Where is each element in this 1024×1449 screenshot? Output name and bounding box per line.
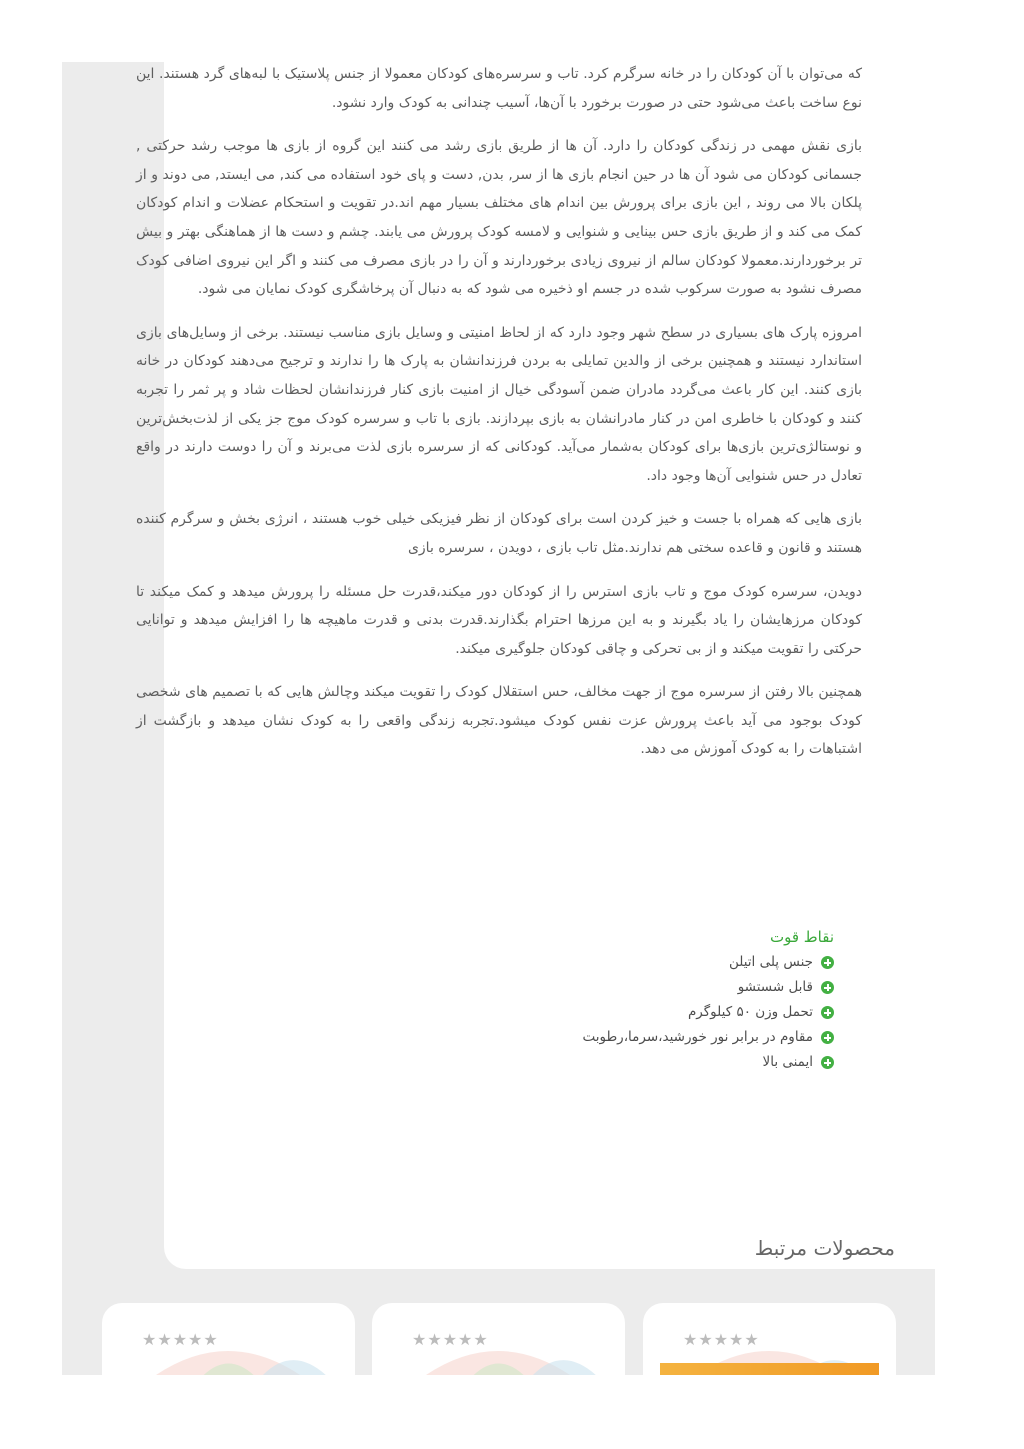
- related-products-title: محصولات مرتبط: [754, 1236, 895, 1260]
- plus-circle-icon: [821, 956, 834, 969]
- strength-item: [540, 975, 834, 1000]
- strength-label: مقاوم در برابر نور خورشید،سرما،رطوبت: [582, 1029, 813, 1045]
- strength-item: [540, 950, 834, 975]
- related-product-card[interactable]: [372, 1303, 625, 1375]
- product-description: [136, 60, 862, 779]
- plus-circle-icon: [821, 1056, 834, 1069]
- plus-circle-icon: [821, 981, 834, 994]
- strengths-list: [540, 950, 834, 1075]
- description-paragraph: که می‌توان با آن کودکان را در خانه سرگرم کرد. تاب و سرسره‌های کودکان معمولا از جنس پلاستیک با لبه‌های گرد هستند. این نوع ساخت باعث می‌شود حتی در صورت برخورد با آن‌ها، آسیب چندانی به کودک وارد نشود.: [136, 66, 862, 111]
- strength-label: جنس پلی اتیلن: [728, 954, 813, 970]
- plus-circle-icon: [821, 1031, 834, 1044]
- related-product-card[interactable]: [102, 1303, 355, 1375]
- star-rating: ★★★★★: [400, 1327, 501, 1351]
- strength-item: [540, 1000, 834, 1025]
- description-paragraph: بازی نقش مهمی در زندگی کودکان را دارد. آن ها از طریق بازی رشد می کنند این گروه از بازی ها موجب رشد حرکتی , جسمانی کودکان می شود آن ها در حین انجام بازی ها از سر, بدن, دست و پای خود استفاده می کند, می ایستد, می دوند و از پلکان بالا می روند , این بازی برای پرورش بین اندام های مختلف بسیار مهم اند.در تقویت و استحکام عضلات و اندام کودکان کمک می کند و از طریق بازی حس بینایی و شنوایی و لامسه کودک پرورش می یابند. چشم و دست ها از هماهنگی بهتر و بیش تر برخوردارند.معمولا کودکان سالم از نیروی زیادی برخوردارند و آن را در بازی مصرف می کنند و اگر این نیروی اضافی کودک مصرف نشود به صورت سرکوب شده در جسم او ذخیره می شود که به دنبال آن پرخاشگری کودک نمایان می شود.: [136, 138, 862, 298]
- star-rating: ★★★★★: [130, 1327, 231, 1351]
- strengths-title: نقاط قوت: [769, 928, 834, 946]
- strengths-section: [540, 928, 834, 1075]
- product-highlight-bar: [660, 1363, 879, 1375]
- strength-label: ایمنی بالا: [762, 1054, 813, 1070]
- description-paragraph: بازی هایی که همراه با جست و خیز کردن است برای کودکان از نظر فیزیکی خیلی خوب هستند ، انرژی بخش و سرگرم کننده هستند و قانون و قاعده سختی هم ندارند.مثل تاب بازی ، دویدن ، سرسره بازی: [136, 511, 862, 556]
- strength-item: [540, 1050, 834, 1075]
- description-paragraph: دویدن، سرسره کودک موج و تاب بازی استرس را از کودکان دور میکند،قدرت حل مسئله را پرورش میدهد و کمک میکند تا کودکان مرزهایشان را یاد بگیرند و به این مرزها احترام بگذارند.قدرت بدنی و قدرت ماهیچه ها را افزایش میدهد و توانایی حرکتی را تقویت میکند و از بی تحرکی و چاقی کودکان جلوگیری میکند.: [136, 583, 862, 657]
- strength-item: [540, 1025, 834, 1050]
- related-product-card[interactable]: [643, 1303, 896, 1375]
- plus-circle-icon: [821, 1006, 834, 1019]
- description-paragraph: همچنین بالا رفتن از سرسره موج از جهت مخالف، حس استقلال کودک را تقویت میکند وچالش هایی که با تصمیم های شخصی کودک بوجود می آید باعث پرورش عزت نفس کودک میشود.تجربه زندگی واقعی را به کودک نشان میدهد و بازگشت از اشتباهات را به کودک آموزش می دهد.: [136, 684, 862, 758]
- strength-label: قابل شستشو: [737, 979, 813, 995]
- description-paragraph: امروزه پارک های بسیاری در سطح شهر وجود دارد که از لحاظ امنیتی و وسایل بازی مناسب نیستند. برخی از وسایل‌های بازی استاندارد نیستند و همچنین برخی از والدین تمایلی به بردن فرزندانشان به پارک ها را ندارند و ترجیح می‌دهند کودکان در خانه بازی کنند. این کار باعث می‌گردد مادران ضمن آسودگی خیال از امنیت بازی کنار فرزندانشان لحظات شاد و پر ثمر را تجربه کنند و کودکان با خاطری امن در کنار مادرانشان به بازی بپردازند. بازی با تاب و سرسره کودک موج جز یکی از لذت‌بخش‌ترین و نوستالژی‌ترین بازی‌ها برای کودکان به‌شمار می‌آید. کودکانی که از سرسره بازی لذت می‌برند و آن را دوست دارند در واقع تعادل در حس شنوایی آن‌ها وجود داد.: [136, 324, 862, 484]
- star-rating: ★★★★★: [671, 1327, 772, 1351]
- strength-label: تحمل وزن ۵۰ کیلوگرم: [687, 1004, 813, 1020]
